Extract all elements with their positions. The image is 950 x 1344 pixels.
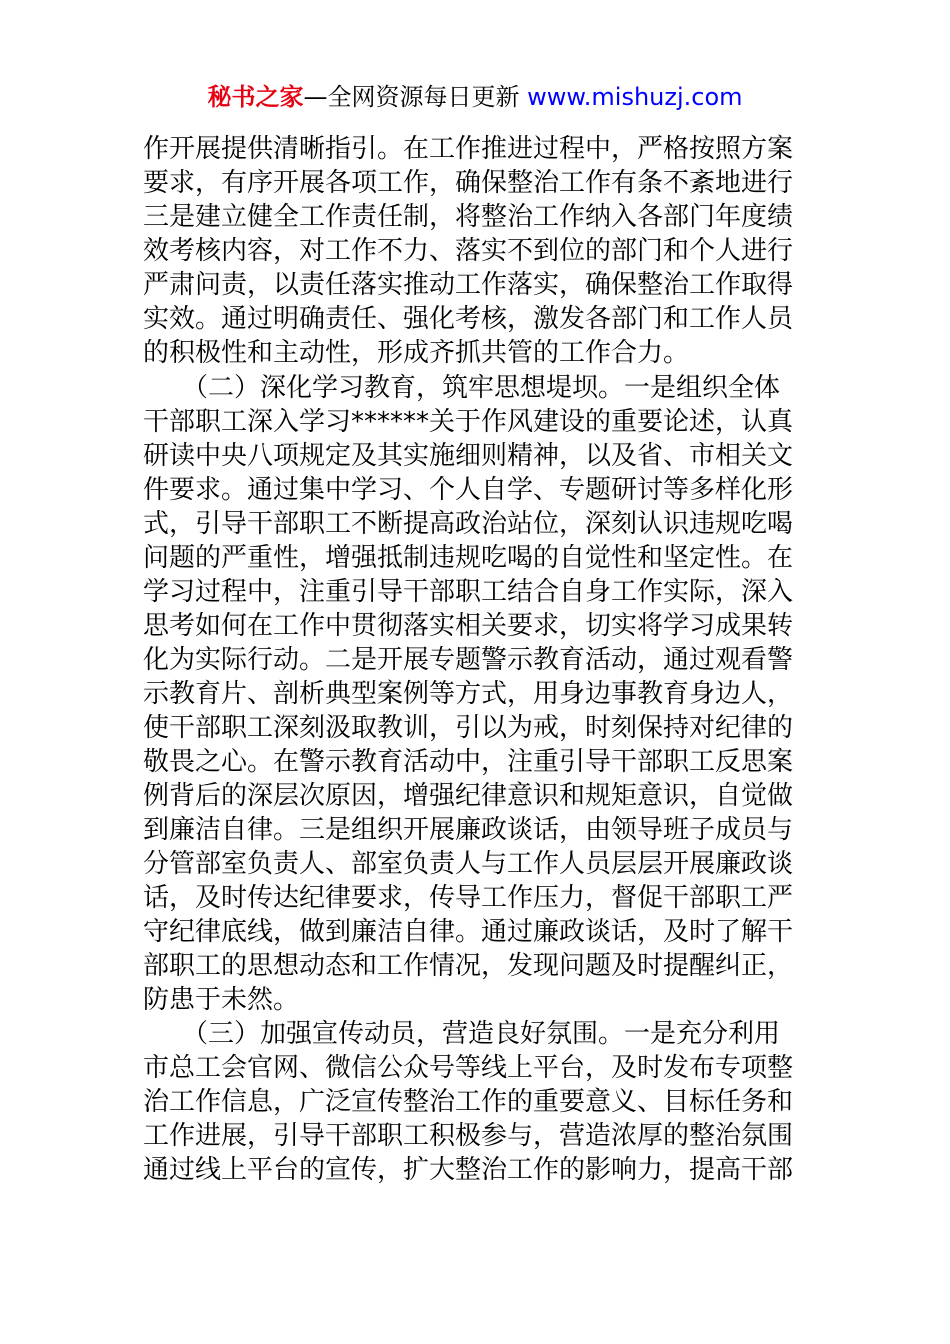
text-line: 干部职工深入学习******关于作风建设的重要论述，认真	[143, 407, 794, 437]
site-url-link[interactable]: www.mishuzj.com	[527, 83, 743, 111]
text-line: 要求，有序开展各项工作，确保整治工作有条不紊地进行	[143, 168, 794, 198]
text-line: 防患于未然。	[143, 985, 300, 1015]
text-line: 示教育片、剖析典型案例等方式，用身边事教育身边人，	[143, 679, 794, 709]
text-line: 式，引导干部职工不断提高政治站位，深刻认识违规吃喝	[143, 509, 794, 539]
text-line: 问题的严重性，增强抵制违规吃喝的自觉性和坚定性。在	[143, 543, 794, 573]
text-line: 三是建立健全工作责任制，将整治工作纳入各部门年度绩	[143, 202, 794, 232]
text-line: 学习过程中，注重引导干部职工结合自身工作实际，深入	[143, 577, 794, 607]
text-line: 研读中央八项规定及其实施细则精神，以及省、市相关文	[143, 441, 794, 471]
text-line: 思考如何在工作中贯彻落实相关要求，切实将学习成果转	[143, 611, 794, 641]
text-line: 实效。通过明确责任、强化考核，激发各部门和工作人员	[143, 304, 794, 334]
text-line: 分管部室负责人、部室负责人与工作人员层层开展廉政谈	[143, 849, 794, 879]
text-line: 件要求。通过集中学习、个人自学、专题研讨等多样化形	[143, 475, 794, 505]
text-line: 通过线上平台的宣传，扩大整治工作的影响力，提高干部	[143, 1155, 794, 1185]
text-line: 工作进展，引导干部职工积极参与，营造浓厚的整治氛围	[143, 1121, 794, 1151]
text-line: 使干部职工深刻汲取教训，引以为戒，时刻保持对纪律的	[143, 713, 794, 743]
section-heading-line: （三）加强宣传动员，营造良好氛围。一是充分利用	[143, 1019, 781, 1049]
text-line: 严肃问责，以责任落实推动工作落实，确保整治工作取得	[143, 270, 794, 300]
text-line: 话，及时传达纪律要求，传导工作压力，督促干部职工严	[143, 883, 794, 913]
text-line: 的积极性和主动性，形成齐抓共管的工作合力。	[143, 338, 690, 368]
site-header	[0, 80, 950, 114]
text-line: 守纪律底线，做到廉洁自律。通过廉政谈话，及时了解干	[143, 917, 794, 947]
site-tagline: —全网资源每日更新	[303, 83, 520, 111]
text-line: 化为实际行动。二是开展专题警示教育活动，通过观看警	[143, 645, 794, 675]
text-line: 作开展提供清晰指引。在工作推进过程中，严格按照方案	[143, 134, 794, 164]
site-brand: 秘书之家	[207, 83, 304, 111]
text-line: 部职工的思想动态和工作情况，发现问题及时提醒纠正，	[143, 951, 794, 981]
text-line: 敬畏之心。在警示教育活动中，注重引导干部职工反思案	[143, 747, 794, 777]
section-heading-line: （二）深化学习教育，筑牢思想堤坝。一是组织全体	[143, 373, 781, 403]
text-line: 到廉洁自律。三是组织开展廉政谈话，由领导班子成员与	[143, 815, 794, 845]
text-line: 例背后的深层次原因，增强纪律意识和规矩意识，自觉做	[143, 781, 794, 811]
text-line: 市总工会官网、微信公众号等线上平台，及时发布专项整	[143, 1053, 794, 1083]
text-line: 治工作信息，广泛宣传整治工作的重要意义、目标任务和	[143, 1087, 794, 1117]
text-line: 效考核内容，对工作不力、落实不到位的部门和个人进行	[143, 236, 794, 266]
